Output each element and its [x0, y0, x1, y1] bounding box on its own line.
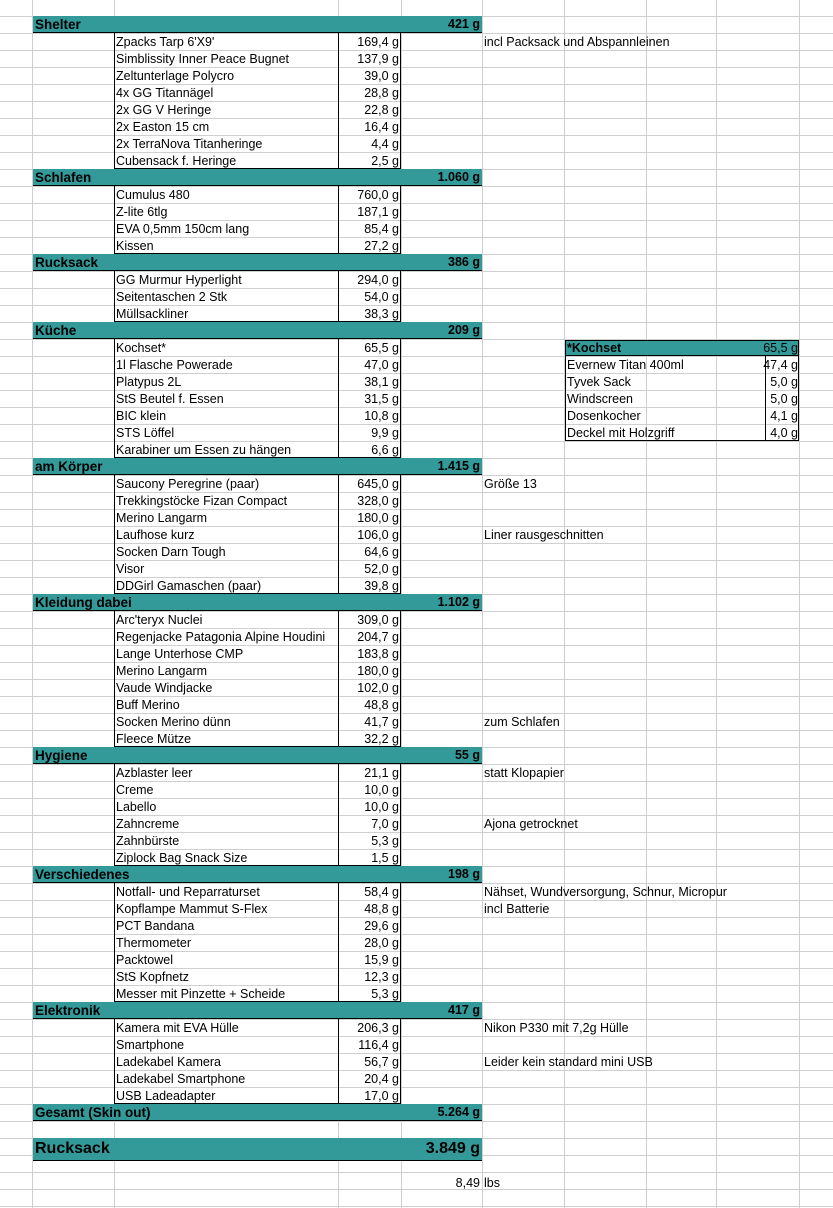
item-weight: 39,8 g — [364, 579, 399, 593]
item-name: Kopflampe Mammut S-Flex — [116, 902, 268, 916]
item-name: Ladekabel Smartphone — [116, 1072, 246, 1086]
category-total-weight: 198 g — [448, 867, 480, 881]
item-weight: 48,8 g — [364, 902, 399, 916]
item-note: statt Klopapier — [484, 766, 564, 780]
item-weight: 10,8 g — [364, 409, 399, 423]
item-weight: 38,3 g — [364, 307, 399, 321]
item-name: Cubensack f. Heringe — [116, 154, 237, 168]
lbs-value: 8,49 — [455, 1176, 480, 1190]
item-note: Liner rausgeschnitten — [484, 528, 604, 542]
item-name: 2x Easton 15 cm — [116, 120, 210, 134]
item-note: Ajona getrocknet — [484, 817, 578, 831]
item-name: Labello — [116, 800, 157, 814]
gridline-horizontal — [0, 1121, 833, 1122]
item-weight: 187,1 g — [357, 205, 399, 219]
item-name: Vaude Windjacke — [116, 681, 213, 695]
item-weight: 309,0 g — [357, 613, 399, 627]
kochset-item-name: Evernew Titan 400ml — [567, 358, 684, 372]
item-table-box — [114, 475, 401, 594]
item-name: Zahnbürste — [116, 834, 180, 848]
item-table-box — [114, 271, 401, 322]
item-name: 2x TerraNova Titanheringe — [116, 137, 263, 151]
item-weight: 17,0 g — [364, 1089, 399, 1103]
item-name: Socken Merino dünn — [116, 715, 231, 729]
item-note: incl Batterie — [484, 902, 550, 916]
item-weight: 137,9 g — [357, 52, 399, 66]
item-weight: 56,7 g — [364, 1055, 399, 1069]
category-name: Schlafen — [35, 170, 92, 185]
item-name: GG Murmur Hyperlight — [116, 273, 242, 287]
item-weight: 183,8 g — [357, 647, 399, 661]
item-weight: 39,0 g — [364, 69, 399, 83]
item-weight: 169,4 g — [357, 35, 399, 49]
item-name: Creme — [116, 783, 154, 797]
category-total-weight: 1.060 g — [437, 170, 480, 184]
item-weight: 29,6 g — [364, 919, 399, 933]
item-weight: 52,0 g — [364, 562, 399, 576]
item-weight: 10,0 g — [364, 800, 399, 814]
gridline-horizontal — [0, 1206, 833, 1207]
kochset-item-name: Deckel mit Holzgriff — [567, 426, 675, 440]
item-name: Smartphone — [116, 1038, 185, 1052]
item-weight: 28,0 g — [364, 936, 399, 950]
item-weight: 206,3 g — [357, 1021, 399, 1035]
item-name: Trekkingstöcke Fizan Compact — [116, 494, 288, 508]
category-name: Rucksack — [35, 255, 99, 270]
item-note: Nikon P330 mit 7,2g Hülle — [484, 1021, 629, 1035]
item-weight: 27,2 g — [364, 239, 399, 253]
item-weight: 58,4 g — [364, 885, 399, 899]
item-name: Zpacks Tarp 6'X9' — [116, 35, 215, 49]
item-name: Ladekabel Kamera — [116, 1055, 221, 1069]
item-weight: 10,0 g — [364, 783, 399, 797]
column-separator — [338, 611, 339, 746]
item-weight: 645,0 g — [357, 477, 399, 491]
kochset-item-name: Dosenkocher — [567, 409, 641, 423]
gridline-vertical — [799, 0, 800, 1208]
item-name: PCT Bandana — [116, 919, 195, 933]
item-name: Karabiner um Essen zu hängen — [116, 443, 292, 457]
category-name: Verschiedenes — [35, 867, 130, 882]
kochset-item-weight: 47,4 g — [763, 358, 798, 372]
item-name: Lange Unterhose CMP — [116, 647, 244, 661]
item-name: DDGirl Gamaschen (paar) — [116, 579, 262, 593]
item-name: Zahncreme — [116, 817, 180, 831]
item-name: USB Ladeadapter — [116, 1089, 216, 1103]
item-weight: 2,5 g — [371, 154, 399, 168]
item-name: Kochset* — [116, 341, 167, 355]
item-weight: 85,4 g — [364, 222, 399, 236]
item-table-box — [114, 883, 401, 1002]
item-name: Arc'teryx Nuclei — [116, 613, 203, 627]
item-name: Merino Langarm — [116, 511, 208, 525]
item-name: Merino Langarm — [116, 664, 208, 678]
item-name: Kamera mit EVA Hülle — [116, 1021, 239, 1035]
item-weight: 65,5 g — [364, 341, 399, 355]
item-weight: 16,4 g — [364, 120, 399, 134]
item-name: EVA 0,5mm 150cm lang — [116, 222, 250, 236]
category-total-weight: 1.415 g — [437, 459, 480, 473]
item-name: Buff Merino — [116, 698, 180, 712]
category-name: Elektronik — [35, 1003, 101, 1018]
item-table-box — [114, 611, 401, 747]
gridline-vertical — [646, 0, 647, 1208]
item-weight: 54,0 g — [364, 290, 399, 304]
category-total-weight: 209 g — [448, 323, 480, 337]
item-name: Azblaster leer — [116, 766, 193, 780]
gesamt-value: 5.264 g — [437, 1105, 480, 1119]
item-weight: 15,9 g — [364, 953, 399, 967]
kochset-item-name: Windscreen — [567, 392, 633, 406]
category-total-weight: 1.102 g — [437, 595, 480, 609]
item-table-box — [114, 186, 401, 254]
item-note: zum Schlafen — [484, 715, 560, 729]
item-table-box — [114, 1019, 401, 1104]
item-name: Seitentaschen 2 Stk — [116, 290, 228, 304]
item-weight: 180,0 g — [357, 664, 399, 678]
category-name: Kleidung dabei — [35, 595, 132, 610]
gesamt-label: Gesamt (Skin out) — [35, 1105, 151, 1120]
kochset-item-weight: 4,0 g — [770, 426, 798, 440]
item-weight: 31,5 g — [364, 392, 399, 406]
column-separator — [338, 475, 339, 593]
item-weight: 28,8 g — [364, 86, 399, 100]
item-name: 2x GG V Heringe — [116, 103, 212, 117]
item-weight: 32,2 g — [364, 732, 399, 746]
column-separator — [338, 33, 339, 168]
item-name: Visor — [116, 562, 145, 576]
item-weight: 48,8 g — [364, 698, 399, 712]
item-name: Platypus 2L — [116, 375, 182, 389]
item-name: Fleece Mütze — [116, 732, 192, 746]
rucksack-total-label: Rucksack — [35, 1140, 110, 1157]
item-weight: 328,0 g — [357, 494, 399, 508]
rucksack-total-value: 3.849 g — [425, 1140, 480, 1157]
item-weight: 7,0 g — [371, 817, 399, 831]
item-weight: 204,7 g — [357, 630, 399, 644]
category-total-weight: 386 g — [448, 255, 480, 269]
item-weight: 760,0 g — [357, 188, 399, 202]
item-name: StS Beutel f. Essen — [116, 392, 224, 406]
kochset-total: 65,5 g — [763, 341, 798, 355]
item-name: Thermometer — [116, 936, 192, 950]
kochset-item-name: Tyvek Sack — [567, 375, 631, 389]
item-name: Laufhose kurz — [116, 528, 195, 542]
item-table-box — [114, 339, 401, 458]
item-name: Kissen — [116, 239, 154, 253]
item-weight: 4,4 g — [371, 137, 399, 151]
column-separator — [338, 339, 339, 457]
kochset-item-weight: 5,0 g — [770, 392, 798, 406]
item-weight: 106,0 g — [357, 528, 399, 542]
category-name: Küche — [35, 323, 77, 338]
item-name: Packtowel — [116, 953, 173, 967]
item-name: Socken Darn Tough — [116, 545, 226, 559]
item-weight: 6,6 g — [371, 443, 399, 457]
item-weight: 22,8 g — [364, 103, 399, 117]
item-name: Ziplock Bag Snack Size — [116, 851, 248, 865]
item-weight: 5,3 g — [371, 834, 399, 848]
category-total-weight: 421 g — [448, 17, 480, 31]
item-name: 4x GG Titannägel — [116, 86, 214, 100]
item-weight: 12,3 g — [364, 970, 399, 984]
item-name: Notfall- und Reparraturset — [116, 885, 260, 899]
item-weight: 102,0 g — [357, 681, 399, 695]
category-total-weight: 417 g — [448, 1003, 480, 1017]
item-name: Müllsackliner — [116, 307, 189, 321]
item-name: Cumulus 480 — [116, 188, 190, 202]
item-note: Leider kein standard mini USB — [484, 1055, 653, 1069]
item-table-box — [114, 764, 401, 866]
kochset-item-weight: 4,1 g — [770, 409, 798, 423]
item-name: StS Kopfnetz — [116, 970, 189, 984]
category-name: am Körper — [35, 459, 103, 474]
category-total-weight: 55 g — [454, 748, 480, 762]
item-name: Z-lite 6tlg — [116, 205, 168, 219]
kochset-item-weight: 5,0 g — [770, 375, 798, 389]
gridline-vertical — [716, 0, 717, 1208]
item-weight: 9,9 g — [371, 426, 399, 440]
item-weight: 38,1 g — [364, 375, 399, 389]
gridline-horizontal — [0, 1172, 833, 1173]
item-note: Größe 13 — [484, 477, 537, 491]
gridline-vertical — [482, 0, 483, 1208]
column-separator — [338, 883, 339, 1001]
item-name: Simblissity Inner Peace Bugnet — [116, 52, 290, 66]
column-separator — [338, 186, 339, 253]
item-weight: 1,5 g — [371, 851, 399, 865]
item-note: Nähset, Wundversorgung, Schnur, Micropur — [484, 885, 727, 899]
item-weight: 47,0 g — [364, 358, 399, 372]
item-name: Saucony Peregrine (paar) — [116, 477, 260, 491]
item-weight: 64,6 g — [364, 545, 399, 559]
item-weight: 5,3 g — [371, 987, 399, 1001]
category-name: Shelter — [35, 17, 81, 32]
item-name: Zeltunterlage Polycro — [116, 69, 235, 83]
item-table-box — [114, 33, 401, 169]
item-weight: 294,0 g — [357, 273, 399, 287]
category-name: Hygiene — [35, 748, 88, 763]
kochset-title: *Kochset — [567, 341, 622, 355]
item-name: Regenjacke Patagonia Alpine Houdini — [116, 630, 326, 644]
item-name: 1l Flasche Powerade — [116, 358, 233, 372]
lbs-unit: lbs — [484, 1176, 500, 1190]
item-name: BIC klein — [116, 409, 167, 423]
item-weight: 20,4 g — [364, 1072, 399, 1086]
column-separator — [338, 1019, 339, 1103]
item-weight: 116,4 g — [358, 1038, 399, 1052]
item-name: Messer mit Pinzette + Scheide — [116, 987, 286, 1001]
item-weight: 180,0 g — [357, 511, 399, 525]
item-name: STS Löffel — [116, 426, 175, 440]
column-separator — [338, 271, 339, 321]
item-note: incl Packsack und Abspannleinen — [484, 35, 670, 49]
item-weight: 21,1 g — [364, 766, 399, 780]
item-weight: 41,7 g — [364, 715, 399, 729]
column-separator — [338, 764, 339, 865]
